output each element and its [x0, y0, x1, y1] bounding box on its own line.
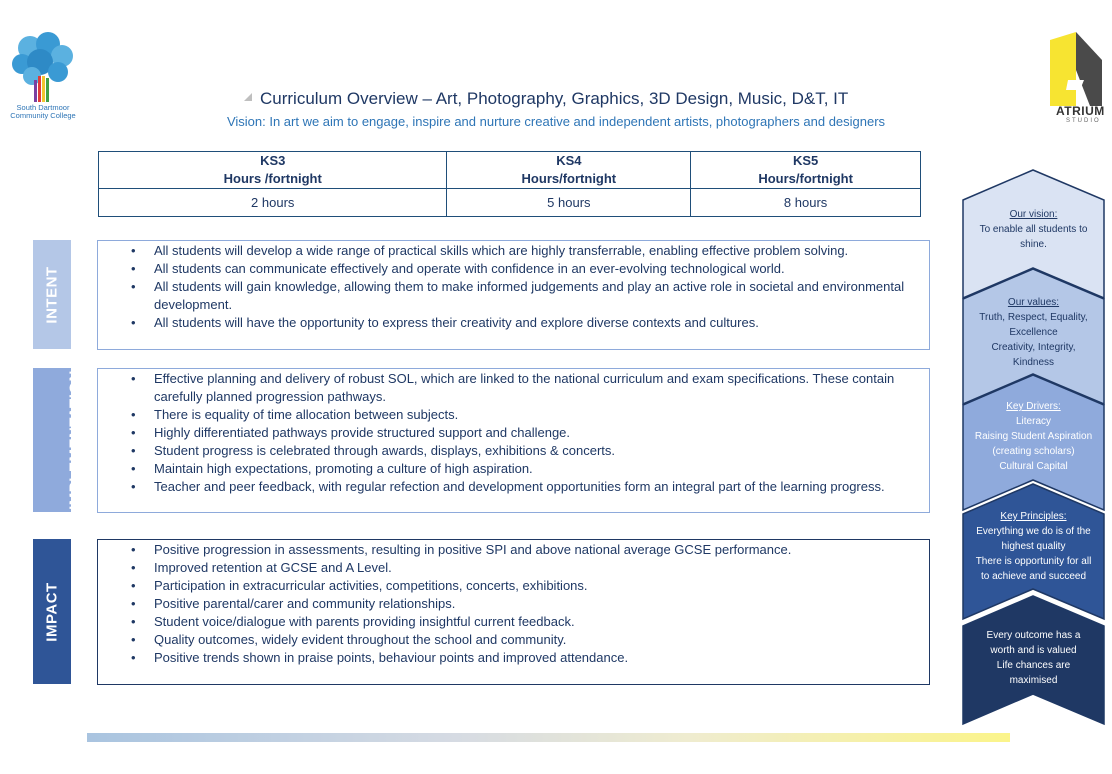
list-item: • All students will gain knowledge, allowing them to make informed judgements and play an active role in societal and environmental development. — [154, 278, 929, 314]
tree-icon — [8, 30, 78, 104]
chevron-line: To enable all students to — [979, 224, 1088, 235]
intent-list — [98, 242, 929, 332]
chevron-outcomes — [963, 596, 1104, 726]
ks3-hours: 2 hours — [99, 189, 447, 217]
impact-box — [97, 539, 930, 685]
chevron-line: There is opportunity for all — [975, 556, 1092, 567]
list-item: • Maintain high expectations, promoting a culture of high aspiration. — [154, 460, 929, 478]
implementation-label-text: IMPLEMENTATION — [66, 370, 84, 510]
chevron-heading: Key Principles: — [1000, 511, 1067, 522]
chevron-line: maximised — [1009, 675, 1058, 686]
hours-table-header-row — [99, 152, 921, 189]
bottom-gradient-bar — [87, 733, 1010, 742]
chevron-heading: Our vision: — [1009, 209, 1058, 220]
ks4-unit: Hours/fortnight — [521, 171, 617, 186]
chevron-line: Truth, Respect, Equality, — [979, 312, 1088, 323]
atrium-sub: STUDIO — [1066, 118, 1101, 124]
list-item: • All students will develop a wide range of practical skills which are highly transferrable, enabling effective problem solving. — [154, 242, 929, 260]
list-item: • Student progress is celebrated through awards, displays, exhibitions & concerts. — [154, 442, 929, 460]
list-item: • Participation in extracurricular activities, competitions, concerts, exhibitions. — [154, 577, 929, 595]
chevron-line: Every outcome has a — [986, 630, 1081, 641]
chevron-line: to achieve and succeed — [980, 571, 1087, 582]
list-item: • Improved retention at GCSE and A Level. — [154, 559, 929, 577]
list-item: • All students can communicate effectively and operate with confidence in an ever-evolving technological world. — [154, 260, 929, 278]
chevron-line: Life chances are — [996, 660, 1071, 671]
title-marker-icon — [244, 93, 252, 101]
intent-label-text: INTENT — [43, 265, 61, 324]
school-name-line2: Community College — [10, 111, 76, 120]
school-logo — [8, 30, 78, 126]
list-item: • Teacher and peer feedback, with regular refection and development opportunities form an integral part of the learning progress. — [154, 478, 929, 496]
list-item: • Quality outcomes, widely evident throughout the school and community. — [154, 631, 929, 649]
vision-statement: Vision: In art we aim to engage, inspire and nurture creative and independent artists, photographers and designers — [226, 114, 886, 129]
ks3-unit: Hours /fortnight — [223, 171, 322, 186]
chevron-line: Everything we do is of the — [976, 526, 1091, 537]
implementation-box — [97, 368, 930, 513]
chevron-line: highest quality — [1001, 541, 1066, 552]
list-item: • Positive trends shown in praise points, behaviour points and improved attendance. — [154, 649, 929, 667]
list-item: • Positive parental/carer and community relationships. — [154, 595, 929, 613]
ks3-header — [99, 152, 447, 189]
chevron-line: (creating scholars) — [992, 446, 1075, 457]
list-item: • There is equality of time allocation between subjects. — [154, 406, 929, 424]
chevron-heading: Key Drivers: — [1006, 401, 1061, 412]
list-item: • Positive progression in assessments, resulting in positive SPI and above national average GCSE performance. — [154, 541, 929, 559]
chevron-heading: Our values: — [1007, 297, 1060, 308]
chevron-line: Cultural Capital — [999, 461, 1068, 472]
chevron-line: shine. — [1020, 239, 1047, 250]
ks5-hours: 8 hours — [691, 189, 921, 217]
impact-list — [98, 541, 929, 667]
list-item: • Student voice/dialogue with parents providing insightful current feedback. — [154, 613, 929, 631]
ks4-hours: 5 hours — [447, 189, 691, 217]
chevron-line: Kindness — [1012, 357, 1055, 368]
impact-label — [33, 539, 71, 684]
chevron-line: worth and is valued — [990, 645, 1077, 656]
implementation-list — [98, 370, 929, 496]
list-item: • Effective planning and delivery of robust SOL, which are linked to the national curriculum and exam specifications. These contain carefully planned progression pathways. — [154, 370, 929, 406]
chevron-line: Raising Student Aspiration — [974, 431, 1093, 442]
ks5-unit: Hours/fortnight — [758, 171, 853, 186]
intent-box — [97, 240, 930, 350]
atrium-a-icon — [1046, 30, 1106, 106]
impact-label-text: IMPACT — [43, 581, 61, 642]
ks5-header — [691, 152, 921, 189]
implementation-label — [33, 368, 84, 512]
page-title: Curriculum Overview – Art, Photography, Graphics, 3D Design, Music, D&T, IT — [260, 89, 849, 108]
chevron-line: Excellence — [1009, 327, 1058, 338]
atrium-word: ATRIUM — [1056, 104, 1105, 118]
intent-label — [33, 240, 71, 349]
ks3-stage: KS3 — [260, 153, 286, 168]
list-item: • Highly differentiated pathways provide structured support and challenge. — [154, 424, 929, 442]
hours-table-value-row — [99, 189, 921, 217]
chevron-line: Literacy — [1015, 416, 1051, 427]
school-name-line1: South Dartmoor — [16, 103, 70, 112]
hours-table — [98, 151, 921, 217]
ks4-header — [447, 152, 691, 189]
ks5-stage: KS5 — [792, 153, 819, 168]
ks4-stage: KS4 — [556, 153, 582, 168]
chevron-line: Creativity, Integrity, — [991, 342, 1076, 353]
list-item: • All students will have the opportunity to express their creativity and explore diverse contexts and cultures. — [154, 314, 929, 332]
